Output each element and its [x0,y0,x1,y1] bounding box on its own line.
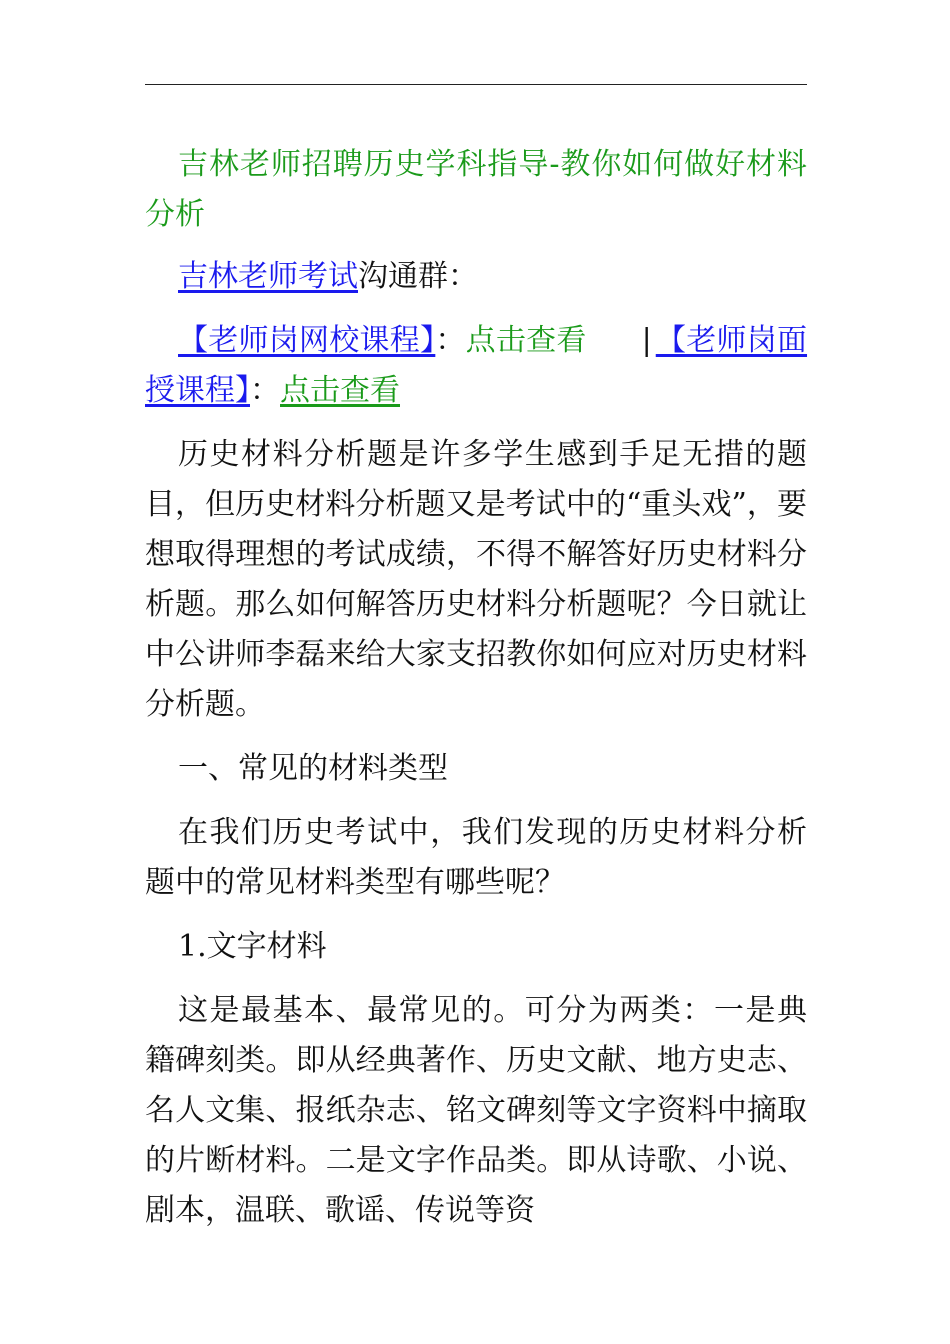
header-divider [145,84,807,85]
intro-paragraph: 历史材料分析题是许多学生感到手足无措的题目，但历史材料分析题又是考试中的“重头戏”，要想取得理想的考试成绩，不得不解答好历史材料分析题。那么如何解答历史材料分析题呢？今日就让中公讲师李磊来给大家支招教你如何应对历史材料分析题。 [145,437,807,722]
course-separator: | [641,323,652,358]
section-heading: 一、常见的材料类型 [178,751,448,786]
article-title: 吉林老师招聘历史学科指导-教你如何做好材料分析 [145,147,807,232]
document-body [145,140,807,1250]
courses-line [145,316,807,416]
offline-course-link[interactable]: 【老师岗面授课程】 [145,323,808,408]
offline-course-colon: ： [250,373,280,408]
online-course-link[interactable]: 【老师岗网校课程】 [178,323,436,358]
group-line [145,252,807,302]
text-material-paragraph: 这是最基本、最常见的。可分为两类：一是典籍碑刻类。即从经典著作、历史文献、地方史志、名人文集、报纸杂志、铭文碑刻等文字资料中摘取的片断材料。二是文字作品类。即从诗歌、小说、剧本，温联、歌谣、传说等资 [145,993,807,1228]
exam-group-link[interactable]: 吉林老师考试 [178,259,358,294]
offline-course-view-link[interactable]: 点击查看 [280,373,400,408]
section-question-paragraph: 在我们历史考试中，我们发现的历史材料分析题中的常见材料类型有哪些呢？ [145,815,807,900]
group-suffix: 沟通群： [358,259,478,294]
online-course-colon: ： [435,323,466,358]
online-course-view-link[interactable]: 点击查看 [465,323,587,358]
subsection-heading: 1.文字材料 [178,929,327,964]
